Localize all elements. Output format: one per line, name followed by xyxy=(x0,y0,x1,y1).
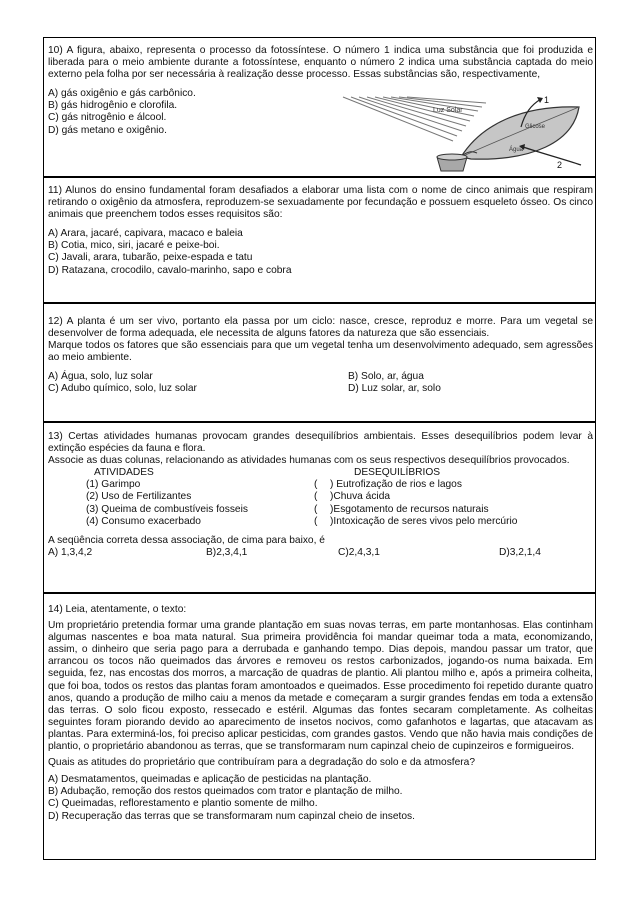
sunlight-rays xyxy=(343,97,486,141)
question-14-option-a: A) Desmatamentos, queimadas e aplicação de pesticidas na plantação. xyxy=(48,774,372,786)
question-13-option-d: D)3,2,1,4 xyxy=(499,546,541,558)
question-14-passage: Um proprietário pretendia formar uma grande plantação em suas novas terras, em parte montanhosas. Elas continham algumas nascentes e boa mata natural. Sua primeira providência foi mandar queimar toda a mata, economizando, assim, o dinheiro que seria pago para a derrubada e ganhando tempo. Dias depois, mandou passar um trator, que arrancou os tocos não queimados das árvores e removeu os restos carbonizados, jogando-os numa baixada. Em seguida, fez, nas encostas dos morros, a marcação de quadras de plantio. Ali plantou milho e, após a primeira colheita, que foi boa, todos os restos das plantas foram amontoados e queimados. Esse procedimento foi repetido durante quatro anos, quando a produção de milho caiu a menos da metade e começaram a surgir grandes fendas em toda a extensão das terras. O solo ficou exposto, ressecado e estéril. Algumas das fontes secaram completamente. As colheitas seguintes foram piorando devido ao aparecimento de insetos nocivos, como gafanhotos e lagartas, que atacavam as plantas. Para exterminá-los, foi preciso aplicar pesticidas, com grandes gastos. Vendo que não havia mais condições de plantio, o proprietário abandonou as terras, que se transformaram num capinzal cheio de cupinzeiros e formigueiros. xyxy=(48,620,593,753)
answer-blank: ( xyxy=(314,491,318,503)
activity-item: (4) Consumo exacerbado xyxy=(86,515,201,527)
association-row xyxy=(48,479,593,491)
question-11 xyxy=(48,185,593,277)
answer-blank: ( xyxy=(314,479,318,491)
question-12-text: 12) A planta é um ser vivo, portanto ela passa por um ciclo: nasce, cresce, reproduz e morre. Para um vegetal se desenvolver de forma adequada, ele necessita de alguns fatores da natureza que são essenciais. xyxy=(48,316,593,340)
question-12-options-row-1 xyxy=(48,371,593,383)
question-11-option-d: D) Ratazana, crocodilo, cavalo-marinho, sapo e cobra xyxy=(48,264,292,276)
question-10-option-a: A) gás oxigênio e gás carbônico. xyxy=(48,88,196,100)
imbalance-item: ) Eutrofização de rios e lagos xyxy=(330,479,462,491)
question-12-option-c: C) Adubo químico, solo, luz solar xyxy=(48,383,197,395)
question-10-text: 10) A figura, abaixo, representa o processo da fotossíntese. O número 1 indica uma substância que foi produzida e liberada para o meio ambiente durante a fotossíntese, enquanto o número 2 indica uma substância captada do meio externo pela folha por ser necessária à realização desse processo. Essas substâncias são, respectivamente, xyxy=(48,45,593,81)
question-10-option-d: D) gás metano e oxigênio. xyxy=(48,124,167,136)
answer-blank: ( xyxy=(314,503,318,515)
question-12-options-row-2 xyxy=(48,383,593,395)
question-14-question: Quais as atitudes do proprietário que contribuíram para a degradação do solo e da atmosfera? xyxy=(48,757,476,769)
question-10-option-b: B) gás hidrogênio e clorofila. xyxy=(48,100,178,112)
question-12 xyxy=(48,316,593,396)
imbalance-item: )Esgotamento de recursos naturais xyxy=(330,503,489,515)
question-14-option-c: C) Queimadas, reflorestamento e plantio somente de milho. xyxy=(48,798,318,810)
question-11-option-b: B) Cotia, mico, siri, jacaré e peixe-boi. xyxy=(48,240,220,252)
question-13-option-b: B)2,3,4,1 xyxy=(206,546,248,558)
question-10-option-c: C) gás nitrogênio e álcool. xyxy=(48,112,167,124)
question-12-option-a: A) Água, solo, luz solar xyxy=(48,371,153,383)
question-11-option-a: A) Arara, jacaré, capivara, macaco e baleia xyxy=(48,228,243,240)
separator xyxy=(44,302,595,304)
sunlight-label: Luz Solar xyxy=(433,107,463,114)
figure-number-1: 1 xyxy=(544,95,550,105)
question-13-question: A seqüência correta dessa associação, de cima para baixo, é xyxy=(48,534,325,546)
leaf-label: Glicose xyxy=(525,124,546,130)
question-13-text: 13) Certas atividades humanas provocam grandes desequilíbrios ambientais. Esses desequilíbrios podem levar à extinção espécies da fauna e flora. xyxy=(48,431,593,455)
question-13-option-a: A) 1,3,4,2 xyxy=(48,546,93,558)
separator xyxy=(44,592,595,594)
photosynthesis-figure xyxy=(341,95,593,172)
question-14-intro: 14) Leia, atentamente, o texto: xyxy=(48,604,187,615)
association-row xyxy=(48,516,593,528)
question-11-text: 11) Alunos do ensino fundamental foram desafiados a elaborar uma lista com o nome de cinco animais que respiram retirando o oxigênio da atmosfera, reproduzem-se sexuadamente por fecundação e possuem esqueleto ósseo. Os cinco animais que preenchem todos esses requisitos são: xyxy=(48,185,593,221)
imbalance-item: )Intoxicação de seres vivos pelo mercúrio xyxy=(330,515,518,527)
water-label: Água xyxy=(509,147,524,153)
question-13 xyxy=(48,431,593,559)
separator xyxy=(44,421,595,423)
question-12-instruction: Marque todos os fatores que são essenciais para que um vegetal tenha um desenvolvimento adequado, sem agressões ao meio ambiente. xyxy=(48,340,593,364)
activity-item: (2) Uso de Fertilizantes xyxy=(86,491,192,503)
question-14 xyxy=(48,604,593,823)
question-13-answers xyxy=(48,547,593,559)
activity-item: (1) Garimpo xyxy=(86,479,141,491)
question-13-column-headers xyxy=(48,467,593,479)
exam-page xyxy=(43,37,596,860)
imbalances-header: DESEQUILÍBRIOS xyxy=(354,467,441,479)
question-13-option-c: C)2,4,3,1 xyxy=(338,546,380,558)
answer-blank: ( xyxy=(314,515,318,527)
imbalance-item: )Chuva ácida xyxy=(330,491,391,503)
question-14-option-b: B) Adubação, remoção dos restos queimados com trator e plantação de milho. xyxy=(48,786,403,798)
association-row xyxy=(48,491,593,503)
arrow-2-carbon-dioxide xyxy=(523,147,581,165)
figure-number-2: 2 xyxy=(557,160,563,170)
separator xyxy=(44,176,595,178)
question-12-option-b: B) Solo, ar, água xyxy=(348,371,424,383)
activities-header: ATIVIDADES xyxy=(94,467,154,479)
question-13-instruction: Associe as duas colunas, relacionando as atividades humanas com os seus respectivos desequilíbrios provocados. xyxy=(48,455,570,467)
activity-item: (3) Queima de combustíveis fosseis xyxy=(86,503,248,515)
association-row xyxy=(48,504,593,516)
question-14-option-d: D) Recuperação das terras que se transformaram num capinzal cheio de insetos. xyxy=(48,810,415,822)
question-12-option-d: D) Luz solar, ar, solo xyxy=(348,383,441,395)
question-11-option-c: C) Javali, arara, tubarão, peixe-espada e tatu xyxy=(48,252,253,264)
